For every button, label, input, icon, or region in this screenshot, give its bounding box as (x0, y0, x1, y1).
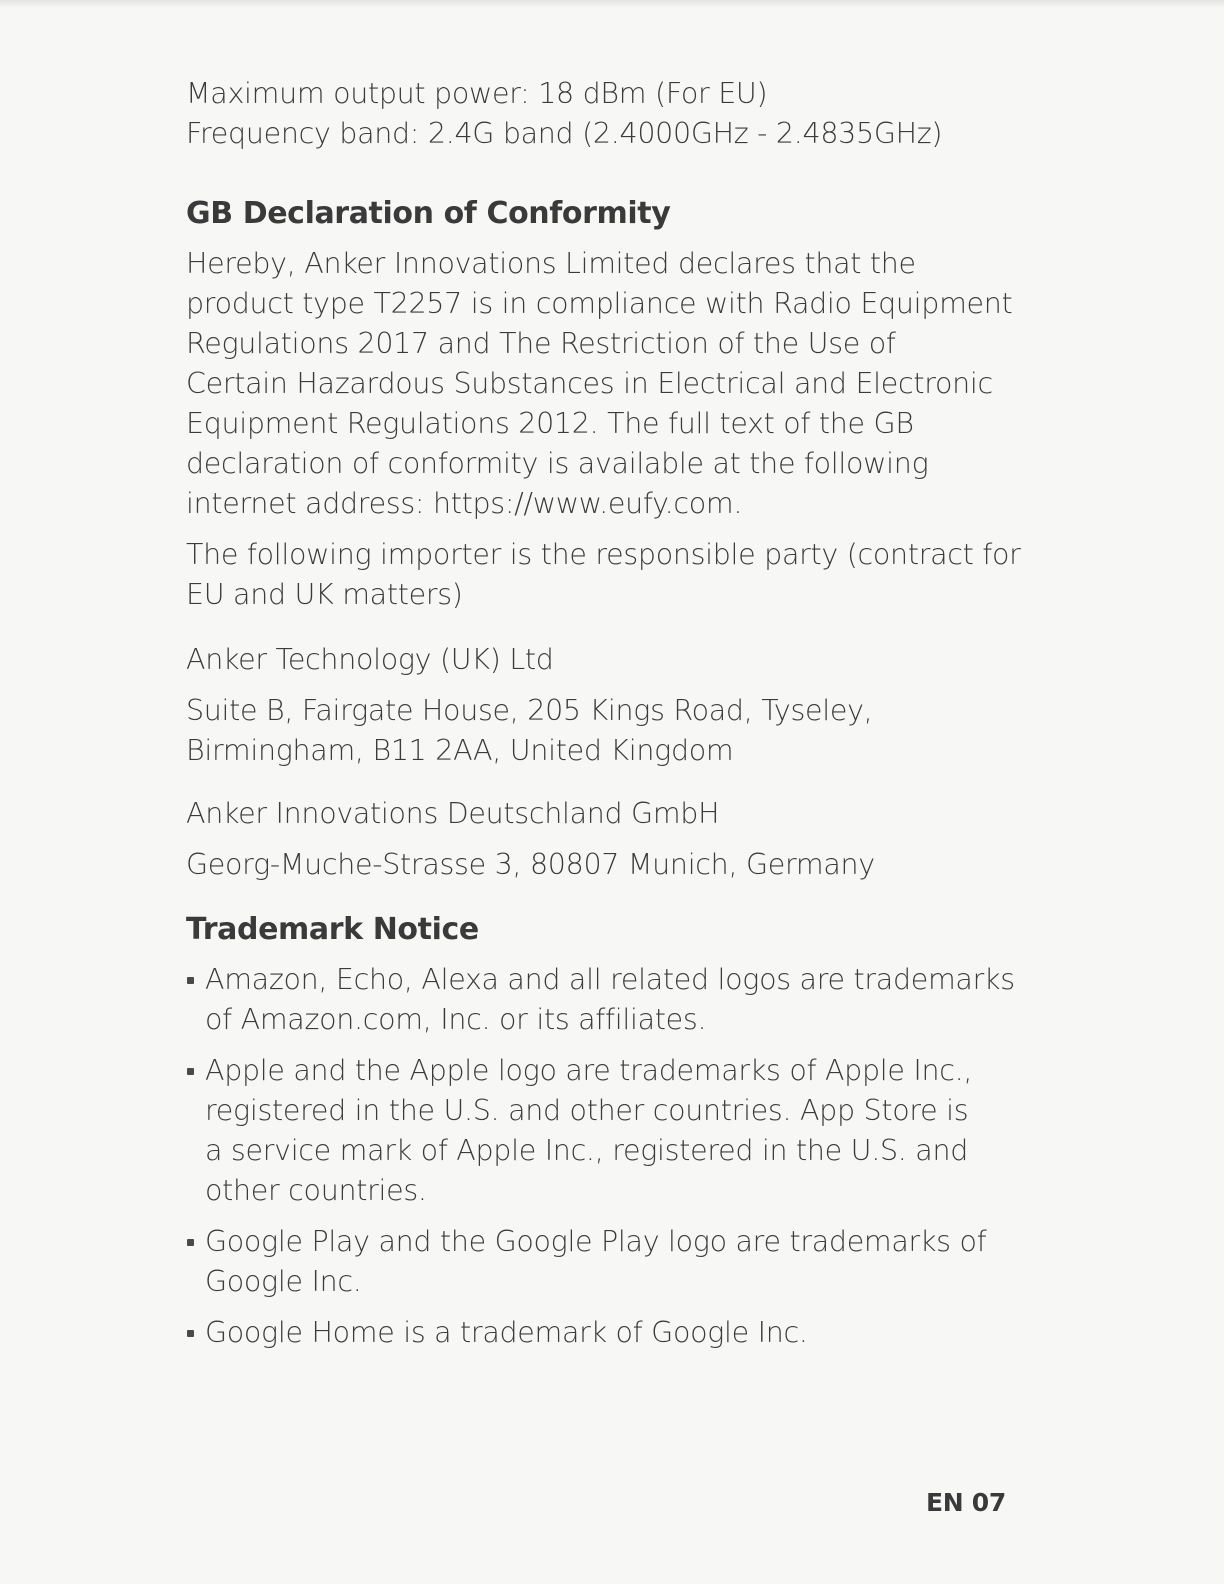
declaration-line: Certain Hazardous Substances in Electrical and Electronic (186, 367, 993, 400)
trademark-line: Google Play and the Google Play logo are trademarks of (205, 1225, 987, 1258)
trademark-line: Google Home is a trademark of Google Inc. (205, 1316, 808, 1349)
gb-declaration-body (186, 244, 1016, 524)
trademark-line: Apple and the Apple logo are trademarks of Apple Inc., (205, 1054, 973, 1087)
trademark-item-apple (186, 1051, 1016, 1211)
de-company-name: Anker Innovations Deutschland GmbH (186, 797, 720, 830)
bullet-icon (187, 977, 194, 984)
importer-note-line: The following importer is the responsible party (contract for (186, 538, 1021, 571)
trademark-line: other countries. (205, 1174, 427, 1207)
de-address: Georg-Muche-Strasse 3, 80807 Munich, Germany (186, 848, 875, 881)
declaration-line: product type T2257 is in compliance with Radio Equipment (186, 287, 1013, 320)
uk-address (186, 691, 1016, 771)
gb-declaration-heading: GB Declaration of Conformity (186, 196, 671, 231)
bullet-icon (187, 1330, 194, 1337)
uk-company-name: Anker Technology (UK) Ltd (186, 643, 554, 676)
declaration-line: Hereby, Anker Innovations Limited declares that the (186, 247, 916, 280)
trademark-item-amazon (186, 960, 1016, 1040)
importer-note-line: EU and UK matters) (186, 578, 463, 611)
uk-address-line: Suite B, Fairgate House, 205 Kings Road, Tyseley, (186, 694, 873, 727)
bullet-icon (187, 1068, 194, 1075)
declaration-url-line: internet address: https://www.eufy.com. (186, 487, 743, 520)
importer-note (186, 535, 1021, 615)
trademark-line: Amazon, Echo, Alexa and all related logos are trademarks (205, 963, 1015, 996)
max-output-power-line: Maximum output power: 18 dBm (For EU) (186, 77, 768, 110)
radio-specs (186, 74, 1016, 154)
declaration-line: declaration of conformity is available at the following (186, 447, 929, 480)
trademark-item-google-play (186, 1222, 1016, 1302)
trademark-line: a service mark of Apple Inc., registered in the U.S. and (205, 1134, 969, 1167)
scan-edge-shadow (0, 0, 1224, 8)
uk-address-line: Birmingham, B11 2AA, United Kingdom (186, 734, 734, 767)
page-number: EN 07 (926, 1488, 1006, 1517)
trademark-line: registered in the U.S. and other countries. App Store is (205, 1094, 969, 1127)
trademark-line: of Amazon.com, Inc. or its affiliates. (205, 1003, 707, 1036)
trademark-item-google-home (186, 1313, 1016, 1353)
bullet-icon (187, 1239, 194, 1246)
declaration-line: Regulations 2017 and The Restriction of the Use of (186, 327, 896, 360)
declaration-line: Equipment Regulations 2012. The full text of the GB (186, 407, 914, 440)
trademark-line: Google Inc. (205, 1265, 362, 1298)
frequency-band-line: Frequency band: 2.4G band (2.4000GHz - 2.4835GHz) (186, 117, 943, 150)
document-page (186, 74, 1021, 1353)
trademark-heading: Trademark Notice (186, 912, 479, 947)
